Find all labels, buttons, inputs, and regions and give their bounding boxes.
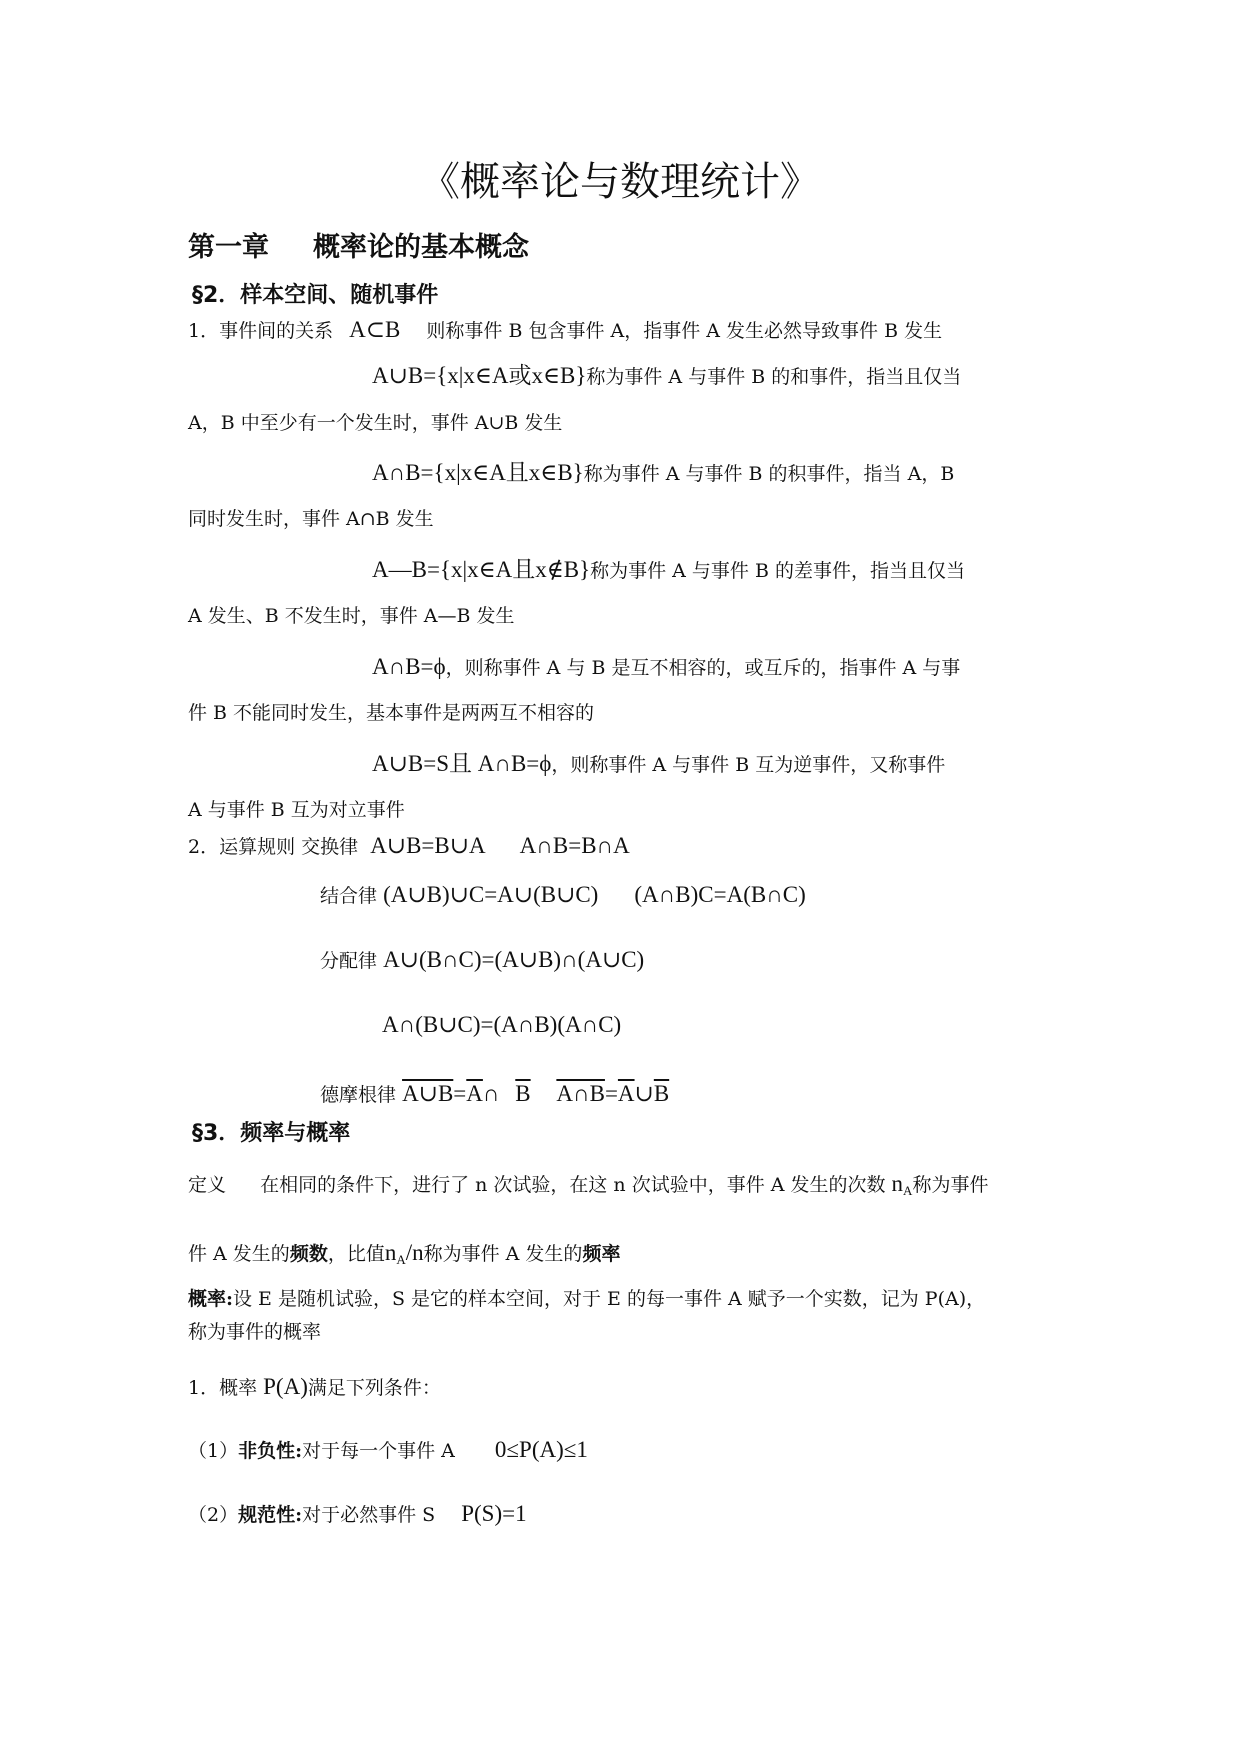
- difference-line: [372, 558, 965, 581]
- relations-label: 1．事件间的关系: [188, 320, 334, 342]
- disjoint-expression: A∩B=ϕ: [372, 654, 446, 679]
- complement-description: ，则称事件 A 与事件 B 互为逆事件，又称事件: [551, 754, 946, 776]
- definition-tail: 称为事件: [912, 1174, 989, 1196]
- probability-continuation: 称为事件的概率: [188, 1321, 322, 1343]
- nonnegativity-expression: 0≤P(A)≤1: [494, 1437, 588, 1462]
- complement-expression: A∪B=S且 A∩B=ϕ: [372, 751, 552, 776]
- probability-text: 设 E 是随机试验，S 是它的样本空间，对于 E 的每一事件 A 赋予一个实数，记为 P(A)，: [233, 1288, 986, 1310]
- demorgan-line: [320, 1082, 669, 1105]
- nonnegativity-label: 非负性:: [238, 1440, 303, 1462]
- subset-expression: A⊂B: [349, 317, 401, 342]
- normalization-label: 规范性:: [238, 1504, 303, 1526]
- conditions-suffix: 满足下列条件：: [307, 1377, 441, 1399]
- rate-term: 频率: [582, 1243, 621, 1265]
- commutative-line: [188, 834, 630, 857]
- rules-label: 2．运算规则 交换律: [188, 836, 359, 858]
- intersection-expression: A∩B={x|x∈A且x∈B}: [372, 460, 584, 485]
- demorgan-1-b: $\overline{B}$: [515, 1081, 531, 1106]
- union-expression: A∪B={x|x∈A或x∈B}: [372, 363, 587, 388]
- demorgan-1-equals: =: [453, 1081, 467, 1106]
- demorgan-2-b: $\overline{B}$: [653, 1081, 670, 1106]
- associative-label: 结合律: [320, 885, 378, 907]
- probability-label: 概率:: [188, 1288, 234, 1310]
- normalization-expression: P(S)=1: [461, 1501, 527, 1526]
- nonnegativity-text: 对于每一个事件 A: [302, 1440, 455, 1462]
- normalization-text: 对于必然事件 S: [302, 1504, 436, 1526]
- associative-union: (A∪B)∪C=A∪(B∪C): [383, 882, 599, 907]
- ratio-text: 称为事件 A 发生的: [423, 1243, 583, 1265]
- demorgan-label: 德摩根律: [320, 1084, 397, 1106]
- difference-continuation: A 发生、B 不发生时，事件 A—B 发生: [188, 605, 515, 627]
- commutative-union: A∪B=B∪A: [370, 833, 486, 858]
- disjoint-line: [372, 655, 960, 678]
- difference-expression: A—B={x|x∈A且x∉B}: [372, 557, 591, 582]
- conditions-line: [188, 1375, 441, 1398]
- chapter-number: 第一章: [188, 232, 269, 263]
- nonnegativity-line: [188, 1438, 588, 1461]
- distributive-expression-2: A∩(B∪C)=(A∩B)(A∩C): [382, 1012, 622, 1037]
- ratio-expression: $n_A/n$: [384, 1240, 424, 1267]
- demorgan-2-a: $\overline{A}$: [617, 1081, 635, 1106]
- section-2-heading: §2．样本空间、随机事件: [192, 283, 439, 308]
- definition-label: 定义: [188, 1174, 227, 1196]
- frequency-line: [188, 1241, 620, 1266]
- chapter-name: 概率论的基本概念: [313, 232, 529, 263]
- count-symbol: $n_A$: [891, 1171, 913, 1198]
- union-description: 称为事件 A 与事件 B 的和事件，指当且仅当: [586, 366, 962, 388]
- ratio-prefix: ，比值: [327, 1243, 385, 1265]
- demorgan-1-lhs: A∪B: [402, 1081, 454, 1106]
- nonnegativity-number: （1）: [188, 1440, 239, 1462]
- demorgan-1-a: $\overline{A}$: [466, 1081, 483, 1106]
- demorgan-2-lhs: A∩B: [556, 1081, 605, 1106]
- demorgan-2-op: ∪: [634, 1081, 654, 1106]
- difference-description: 称为事件 A 与事件 B 的差事件，指当且仅当: [590, 560, 965, 582]
- disjoint-description: ，则称事件 A 与 B 是互不相容的，或互斥的，指事件 A 与事: [445, 657, 961, 679]
- normalization-number: （2）: [188, 1504, 239, 1526]
- union-continuation: A，B 中至少有一个发生时，事件 A∪B 发生: [188, 412, 563, 434]
- complement-line: [372, 752, 945, 775]
- section-3-heading: §3．频率与概率: [192, 1121, 351, 1146]
- chapter-heading: [188, 234, 529, 261]
- document-title: 《概率论与数理统计》: [420, 159, 820, 205]
- distributive-expression-1: A∪(B∩C)=(A∪B)∩(A∪C): [383, 947, 645, 972]
- disjoint-continuation: 件 B 不能同时发生，基本事件是两两互不相容的: [188, 702, 595, 724]
- frequency-prefix: 件 A 发生的: [188, 1243, 290, 1265]
- subset-description: 则称事件 B 包含事件 A，指事件 A 发生必然导致事件 B 发生: [426, 320, 943, 342]
- relations-line: [188, 318, 942, 341]
- commutative-intersection: A∩B=B∩A: [519, 833, 630, 858]
- definition-text: 在相同的条件下，进行了 n 次试验，在这 n 次试验中，事件 A 发生的次数: [260, 1174, 886, 1196]
- normalization-line: [188, 1502, 527, 1525]
- distributive-label: 分配律: [320, 950, 378, 972]
- demorgan-1-op: ∩: [482, 1081, 500, 1106]
- demorgan-2-equals: =: [604, 1081, 618, 1106]
- distributive-line: [320, 948, 644, 971]
- conditions-prefix: 1．概率: [188, 1377, 258, 1399]
- intersection-description: 称为事件 A 与事件 B 的积事件，指当 A，B: [583, 463, 955, 485]
- conditions-expression: P(A): [263, 1374, 308, 1399]
- definition-line: [188, 1172, 988, 1197]
- complement-continuation: A 与事件 B 互为对立事件: [188, 799, 405, 821]
- union-line: [372, 364, 961, 387]
- frequency-term: 频数: [289, 1243, 328, 1265]
- intersection-line: [372, 461, 954, 484]
- associative-intersection: (A∩B)C=A(B∩C): [634, 882, 806, 907]
- intersection-continuation: 同时发生时，事件 A∩B 发生: [188, 508, 434, 530]
- probability-definition-line: [188, 1290, 985, 1309]
- associative-line: [320, 883, 806, 906]
